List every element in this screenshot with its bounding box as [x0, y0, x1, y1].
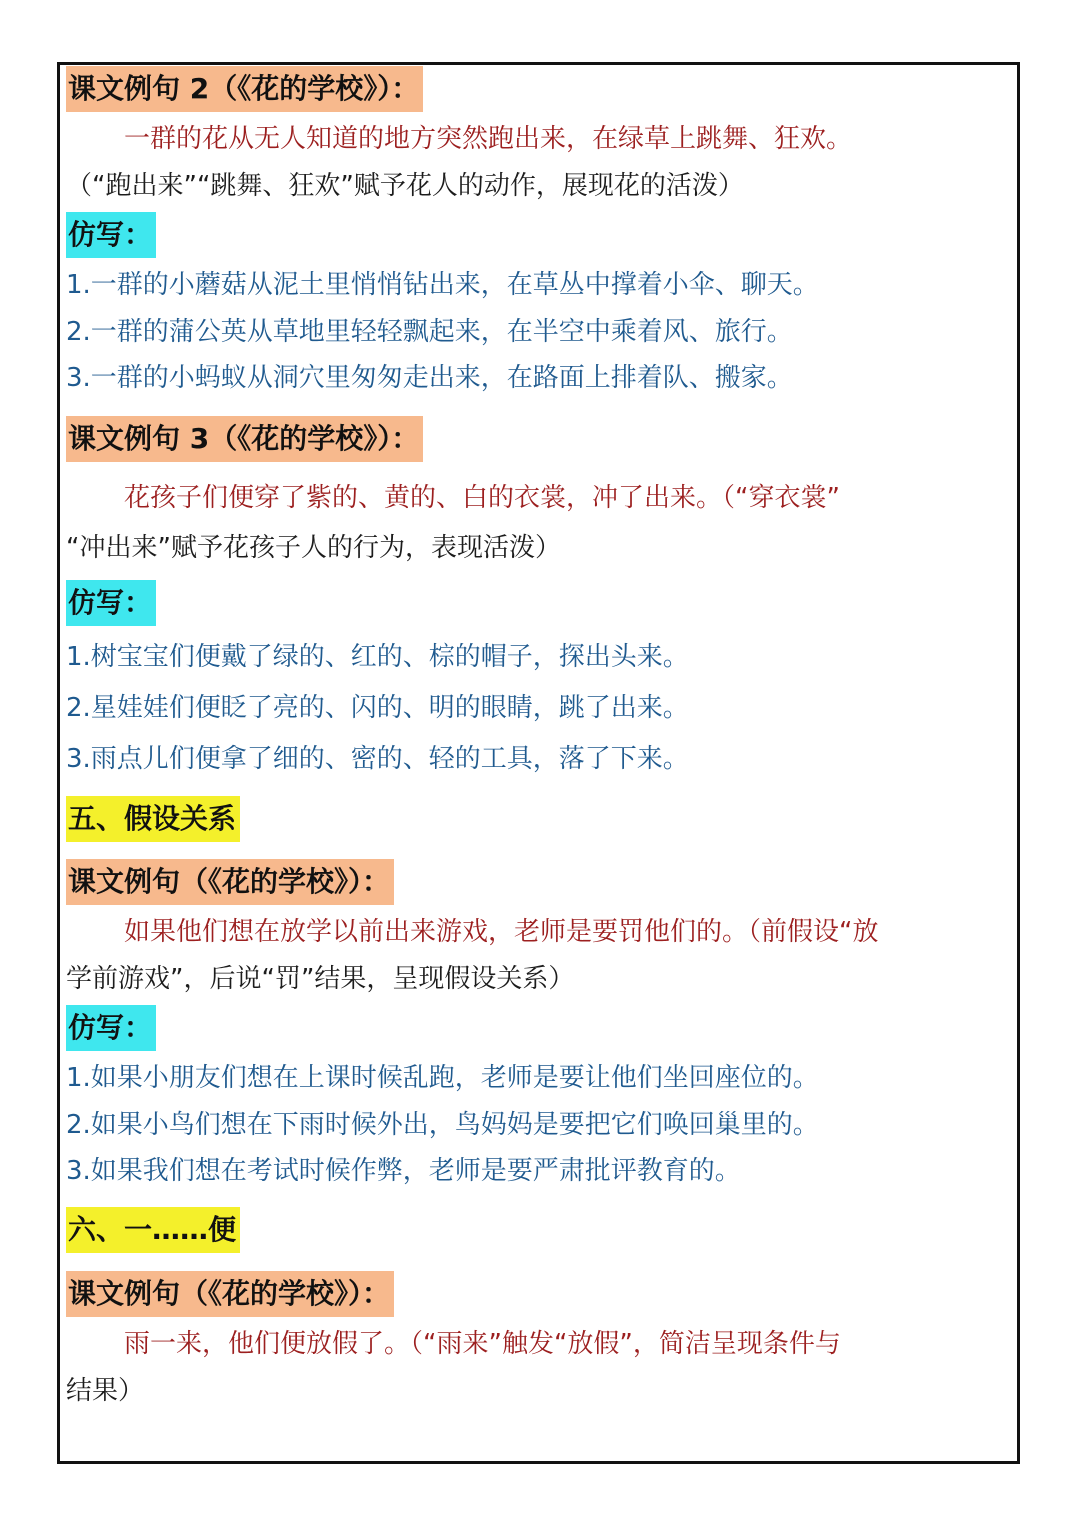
example-explanation-6: 结果） [66, 1376, 145, 1406]
imitation-item-2-1: 1.树宝宝们便戴了绿的、红的、棕的帽子，探出头来。 [66, 642, 689, 672]
example-sentence-2: 一群的花从无人知道的地方突然跑出来，在绿草上跳舞、狂欢。 [124, 124, 853, 154]
imitation-item-2-3: 3.雨点儿们便拿了细的、密的、轻的工具，落了下来。 [66, 744, 689, 774]
example-heading-3: 课文例句 3（《花的学校》）： [66, 416, 423, 462]
example-heading-6: 课文例句（《花的学校》）： [66, 1271, 394, 1317]
imitation-item-3-1: 1.如果小朋友们想在上课时候乱跑，老师是要让他们坐回座位的。 [66, 1063, 819, 1093]
imitation-item-3-2: 2.如果小鸟们想在下雨时候外出，鸟妈妈是要把它们唤回巢里的。 [66, 1110, 819, 1140]
imitation-heading-1: 仿写： [66, 212, 156, 258]
example-sentence-3: 花孩子们便穿了紫的、黄的、白的衣裳，冲了出来。（“穿衣裳” [124, 483, 840, 513]
imitation-item-1-1: 1.一群的小蘑菇从泥土里悄悄钻出来，在草丛中撑着小伞、聊天。 [66, 270, 819, 300]
imitation-heading-3: 仿写： [66, 1005, 156, 1051]
example-heading-5: 课文例句（《花的学校》）： [66, 859, 394, 905]
imitation-item-1-2: 2.一群的蒲公英从草地里轻轻飘起来，在半空中乘着风、旅行。 [66, 317, 793, 347]
example-sentence-5: 如果他们想在放学以前出来游戏，老师是要罚他们的。（前假设“放 [124, 917, 879, 947]
example-explanation-2: （“跑出来”“跳舞、狂欢”赋予花人的动作，展现花的活泼） [66, 171, 744, 201]
imitation-item-2-2: 2.星娃娃们便眨了亮的、闪的、明的眼睛，跳了出来。 [66, 693, 689, 723]
imitation-item-1-3: 3.一群的小蚂蚁从洞穴里匆匆走出来，在路面上排着队、搬家。 [66, 363, 793, 393]
imitation-heading-2: 仿写： [66, 580, 156, 626]
imitation-item-3-3: 3.如果我们想在考试时候作弊，老师是要严肃批评教育的。 [66, 1156, 741, 1186]
example-heading-2: 课文例句 2（《花的学校》）： [66, 66, 423, 112]
section-heading-5: 五、假设关系 [66, 796, 240, 842]
example-explanation-5: 学前游戏”，后说“罚”结果，呈现假设关系） [66, 964, 575, 994]
example-explanation-3: “冲出来”赋予花孩子人的行为，表现活泼） [66, 533, 561, 563]
example-sentence-6: 雨一来，他们便放假了。（“雨来”触发“放假”，简洁呈现条件与 [124, 1329, 841, 1359]
section-heading-6: 六、一……便 [66, 1207, 240, 1253]
